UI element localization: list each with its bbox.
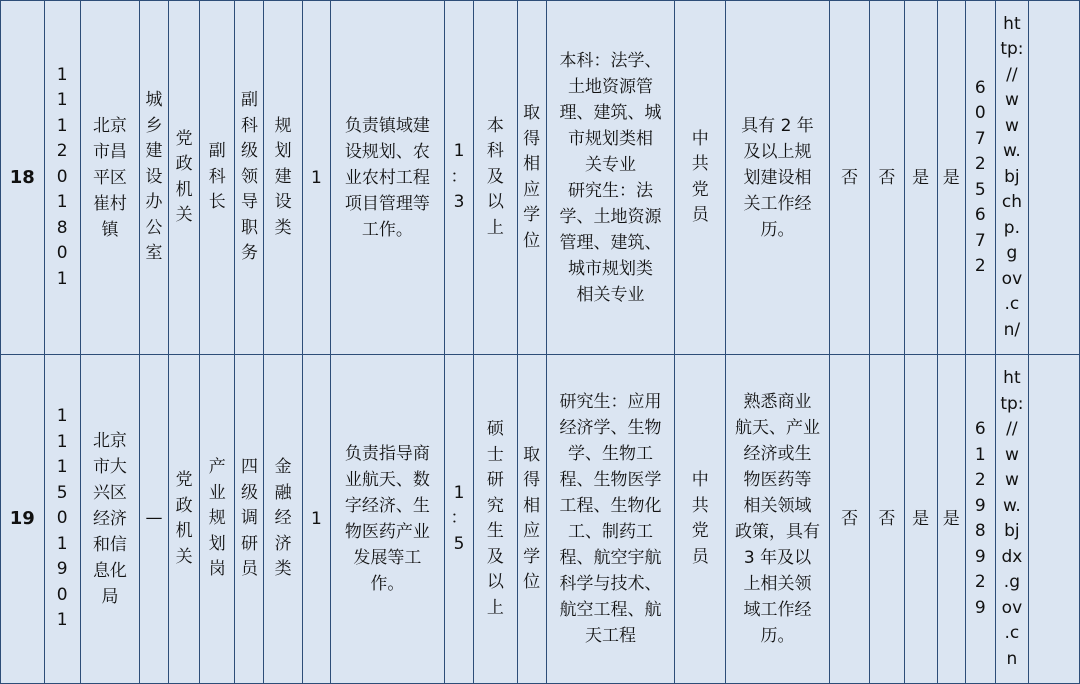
flag-cell: 是 <box>937 355 965 684</box>
contact-phone: 6 1 2 9 8 9 2 9 <box>965 355 995 684</box>
website-link[interactable]: ht tp: // w w w. bj dx .g ov .c n <box>995 355 1028 684</box>
education-requirement: 硕 士 研 究 生 及 以 上 <box>474 355 518 684</box>
table-row <box>1 355 1080 684</box>
table-row <box>1 1 1080 355</box>
degree-requirement: 取 得 相 应 学 位 <box>517 355 546 684</box>
position-code: 1 1 1 5 0 1 9 0 1 <box>44 355 80 684</box>
job-duties: 负责镇域建 设规划、农 业农村工程 项目管理等 工作。 <box>330 1 444 355</box>
flag-cell: 是 <box>904 1 937 355</box>
row-number: 18 <box>1 1 45 355</box>
interview-ratio: 1 ： 5 <box>444 355 473 684</box>
position-code: 1 1 1 2 0 1 8 0 1 <box>44 1 80 355</box>
employer-unit: 北京 市昌 平区 崔村 镇 <box>80 1 139 355</box>
other-requirements: 具有 2 年 及以上规 划建设相 关工作经 历。 <box>726 1 830 355</box>
empty-cell <box>1029 355 1080 684</box>
flag-cell: 否 <box>870 355 904 684</box>
flag-cell: 否 <box>829 355 869 684</box>
empty-cell <box>1029 1 1080 355</box>
position-category: 规 划 建 设 类 <box>264 1 302 355</box>
degree-requirement: 取 得 相 应 学 位 <box>517 1 546 355</box>
political-status: 中 共 党 员 <box>675 355 726 684</box>
interview-ratio: 1 ： 3 <box>444 1 473 355</box>
organization-type: 党 政 机 关 <box>169 1 200 355</box>
contact-phone: 6 0 7 2 5 6 7 2 <box>965 1 995 355</box>
education-requirement: 本 科 及 以 上 <box>474 1 518 355</box>
organization-type: 党 政 机 关 <box>169 355 200 684</box>
position-name: 产 业 规 划 岗 <box>200 355 235 684</box>
flag-cell: 是 <box>937 1 965 355</box>
other-requirements: 熟悉商业 航天、产业 经济或生 物医药等 相关领域 政策，具有 3 年及以 上相关领 域工作经 历。 <box>726 355 830 684</box>
flag-cell: 是 <box>904 355 937 684</box>
flag-cell: 否 <box>829 1 869 355</box>
position-category: 金 融 经 济 类 <box>264 355 302 684</box>
major-requirement: 研究生：应用 经济学、生物 学、生物工 程、生物医学 工程、生物化 工、制药工 程、航空宇航 科学与技术、 航空工程、航 天工程 <box>546 355 675 684</box>
website-link[interactable]: ht tp: // w w w. bj ch p. g ov .c n/ <box>995 1 1028 355</box>
recruit-count: 1 <box>302 1 330 355</box>
job-duties: 负责指导商 业航天、数 字经济、生 物医药产业 发展等工 作。 <box>330 355 444 684</box>
major-requirement: 本科：法学、 土地资源管 理、建筑、城 市规划类相 关专业 研究生：法 学、土地资源 管理、建筑、 城市规划类 相关专业 <box>546 1 675 355</box>
position-level: 四 级 调 研 员 <box>235 355 264 684</box>
recruit-count: 1 <box>302 355 330 684</box>
position-name: 副 科 长 <box>200 1 235 355</box>
flag-cell: 否 <box>870 1 904 355</box>
employer-unit: 北京 市大 兴区 经济 和信 息化 局 <box>80 355 139 684</box>
position-level: 副 科 级 领 导 职 务 <box>235 1 264 355</box>
row-number: 19 <box>1 355 45 684</box>
department: 城 乡 建 设 办 公 室 <box>140 1 169 355</box>
department: — <box>140 355 169 684</box>
political-status: 中 共 党 员 <box>675 1 726 355</box>
